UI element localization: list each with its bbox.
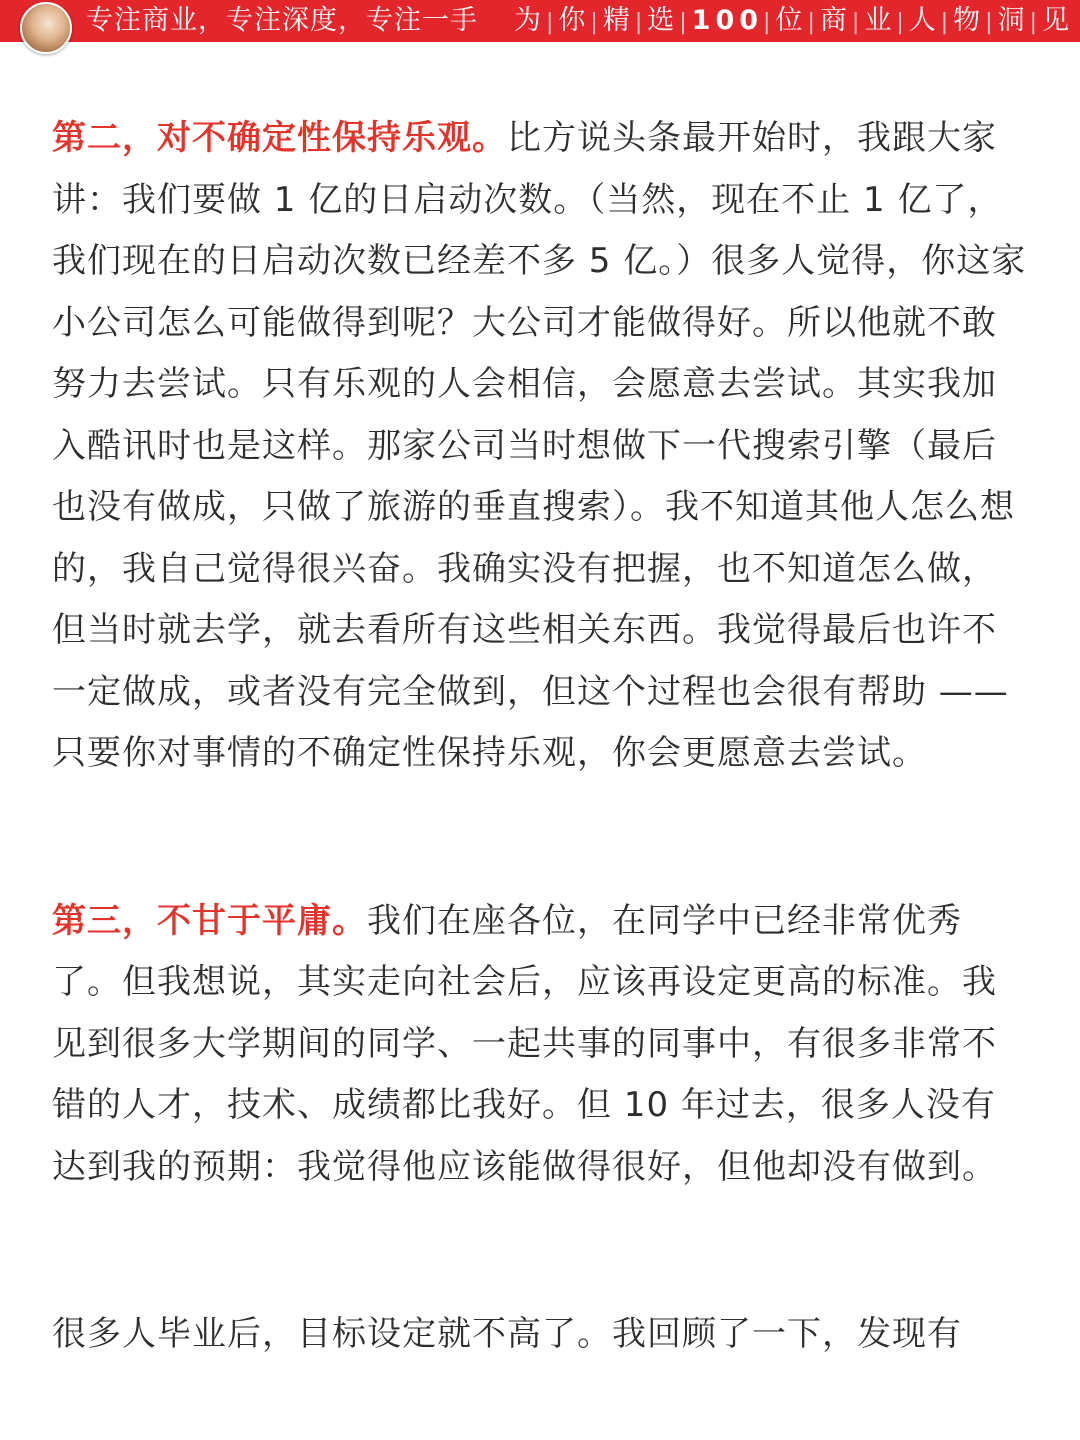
paragraph-graduation (52, 1304, 1027, 1366)
paragraph-spacer (52, 785, 1027, 891)
header-tagline (514, 0, 1074, 42)
avatar-portrait-icon[interactable] (20, 2, 72, 54)
paragraph-lead: 第二，对不确定性保持乐观。 (52, 118, 507, 158)
header-slogan: 专注商业，专注深度，专注一手 (86, 5, 478, 36)
paragraph-second (52, 108, 1027, 785)
article-content (52, 108, 1027, 1366)
header-banner (0, 0, 1080, 42)
paragraph-spacer (52, 1198, 1027, 1304)
paragraph-body: 我们在座各位，在同学中已经非常优秀了。但我想说，其实走向社会后，应该再设定更高的标准。我见到很多大学期间的同学、一起共事的同事中，有很多非常不错的人才，技术、成绩都比我好。但 10 年过去，很多人没有达到我的预期：我觉得他应该能做得很好，但他却没有做到。 (52, 900, 997, 1187)
paragraph-body: 很多人毕业后，目标设定就不高了。我回顾了一下，发现有 (52, 1314, 962, 1354)
paragraph-third (52, 891, 1027, 1199)
paragraph-body: 比方说头条最开始时，我跟大家讲：我们要做 1 亿的日启动次数。（当然，现在不止 1 亿了，我们现在的日启动次数已经差不多 5 亿。）很多人觉得，你这家小公司怎么可能做得到呢？大公司才能做得好。所以他就不敢努力去尝试。只有乐观的人会相信，会愿意去尝试。其实我加入酷讯时也是这样。那家公司当时想做下一代搜索引擎（最后也没有做成，只做了旅游的垂直搜索）。我不知道其他人怎么想的，我自己觉得很兴奋。我确实没有把握，也不知道怎么做，但当时就去学，就去看所有这些相关东西。我觉得最后也许不一定做成，或者没有完全做到，但这个过程也会很有帮助 —— 只要你对事情的不确定性保持乐观，你会更愿意去尝试。 (52, 118, 1027, 773)
paragraph-lead: 第三，不甘于平庸。 (52, 900, 367, 941)
header-tagline-text: 为|你|精|选|100|位|商|业|人|物|洞|见 (513, 5, 1074, 36)
